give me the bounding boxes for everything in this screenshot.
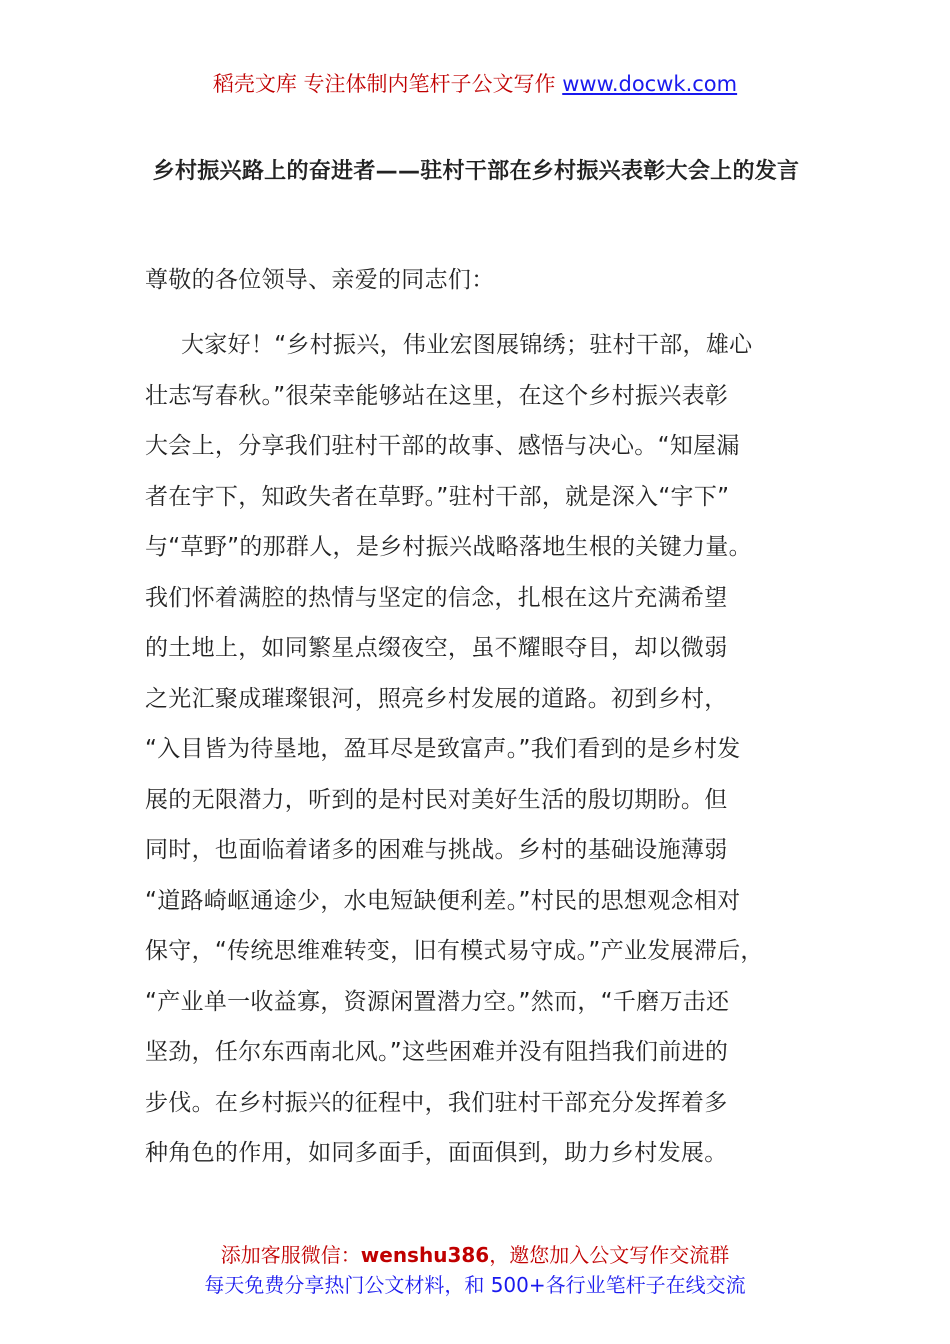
body-line: “入目皆为待垦地，盈耳尽是致富声。”我们看到的是乡村发 [145,736,741,762]
body-line: “道路崎岖通途少，水电短缺便利差。”村民的思想观念相对 [145,887,741,914]
body-line: 坚劲，任尔东西南北风。”这些困难并没有阻挡我们前进的 [145,1039,729,1065]
header-website-link[interactable]: www.docwk.com [562,72,738,96]
body-line: 者在宇下，知政失者在草野。”驻村干部，就是深入“宇下” [145,483,730,510]
body-line: 步伐。在乡村振兴的征程中，我们驻村干部充分发挥着多 [145,1089,728,1116]
header-brand-text: 稻壳文库 专注体制内笔杆子公文写作 [212,72,563,96]
body-line: 大家好！“乡村振兴，伟业宏图展锦绣；驻村干部，雄心 [181,332,753,358]
body-line: 保守，“传统思维难转变，旧有模式易守成。”产业发展滞后， [145,938,764,964]
body-line: 展的无限潜力，听到的是村民对美好生活的殷切期盼。但 [145,786,728,813]
page-header [0,68,950,100]
footer-contact-line [0,1240,950,1270]
body-line: 之光汇聚成璀璨银河，照亮乡村发展的道路。初到乡村， [145,685,728,712]
body-line: 同时，也面临着诸多的困难与挑战。乡村的基础设施薄弱 [145,837,728,863]
body-paragraph [145,320,835,1179]
body-line: “产业单一收益寡，资源闲置潜力空。”然而，“千磨万击还 [145,988,730,1015]
body-line: 种角色的作用，如同多面手，面面俱到，助力乡村发展。 [145,1140,728,1166]
body-line: 大会上，分享我们驻村干部的故事、感悟与决心。“知屋漏 [145,433,740,459]
document-title: 乡村振兴路上的奋进者——驻村干部在乡村振兴表彰大会上的发言 [152,159,800,184]
footer-promo-line: 每天免费分享热门公文材料，和 500+各行业笔杆子在线交流 [204,1273,746,1297]
page-footer [0,1240,950,1300]
body-line: 与“草野”的那群人，是乡村振兴战略落地生根的关键力量。 [145,534,752,560]
body-line: 壮志写春秋。”很荣幸能够站在这里，在这个乡村振兴表彰 [145,382,729,409]
footer-contact-prefix: 添加客服微信： [220,1243,361,1267]
salutation: 尊敬的各位领导、亲爱的同志们： [145,267,495,293]
body-line: 的土地上，如同繁星点缀夜空，虽不耀眼夺目，却以微弱 [145,635,728,661]
footer-wechat-id: wenshu386 [360,1243,490,1267]
body-line: 我们怀着满腔的热情与坚定的信念，扎根在这片充满希望 [145,584,728,611]
footer-contact-suffix: ，邀您加入公文写作交流群 [489,1243,730,1267]
